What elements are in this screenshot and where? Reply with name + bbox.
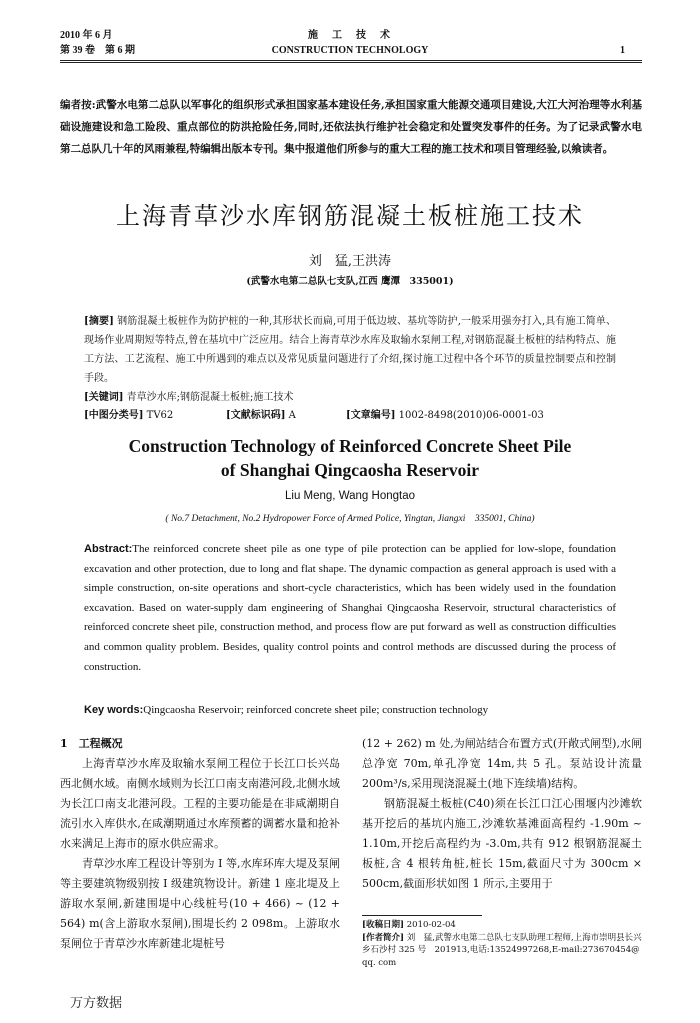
keywords-cn — [84, 388, 616, 407]
header-journal-en: CONSTRUCTION TECHNOLOGY — [271, 45, 429, 56]
body-paragraph: 上海青草沙水库及取输水泵闸工程位于长江口长兴岛西北侧水域。南侧水域则为长江口南支南港河段,北侧水域为长江口南支北港河段。工程的主要功能是在非咸潮期自流引水入库供水,在咸潮期通过水库预蓄的调蓄水量和抢补水来满足上海市的原水供应需求。 — [60, 757, 340, 850]
keywords-cn-label: [关键词] — [84, 392, 124, 403]
affiliation-en: ( No.7 Detachment, No.2 Hydropower Force of Armed Police, Yingtan, Jiangxi 335001, China) — [165, 514, 535, 524]
watermark: 万方数据 — [70, 996, 123, 1011]
header-date: 2010 年 6 月 — [60, 30, 113, 41]
abstract-cn-text: 钢筋混凝土板桩作为防护桩的一种,其形状长而扁,可用于低边坡、基坑等防护,一般采用强夯打入,具有施工简单、现场作业周期短等特点,曾在基坑中广泛应用。结合上海青草沙水库及取输水泵闸工程,对钢筋混凝土板桩的结构特点、施工方法、工艺流程、施工中所遇到的难点以及常见质量问题进行了介绍,探讨施工过程中各个环节的质量控制要点和控制手段。 — [84, 316, 616, 384]
doc-code: [文献标识码] A — [226, 410, 296, 421]
keywords-en-label: Key words: — [84, 704, 144, 716]
footnote — [362, 919, 642, 969]
page-title-en-line1: Construction Technology of Reinforced Concrete Sheet Pile — [128, 436, 572, 456]
editor-note: 编者按:武警水电第二总队以军事化的组织形式承担国家基本建设任务,承担国家重大能源交通项目建设,大江大河治理等水利基础设施建设和急工险段、重点部位的防洪抢险任务,同时,还依法执行维护社会稳定和处置突发事件的任务。为了记录武警水电第二总队几十年的风雨兼程,特编辑出版本专刊。集中报道他们所参与的重大工程的施工技术和项目管理经验,以飨读者。 — [60, 99, 642, 155]
header-volume: 第 39 卷 第 6 期 — [60, 45, 135, 56]
article-number: [文章编号] 1002-8498(2010)06-0001-03 — [346, 410, 544, 421]
keywords-en-text: Qingcaosha Reservoir; reinforced concrete sheet pile; construction technology — [143, 704, 489, 716]
abstract-en-label: Abstract: — [84, 543, 133, 555]
header-rule-top — [60, 60, 642, 61]
abstract-cn — [84, 312, 616, 388]
affiliation-cn: (武警水电第二总队七支队,江西 鹰潭 335001) — [246, 276, 454, 287]
clc-code: [中图分类号] TV62 — [84, 410, 174, 421]
keywords-cn-text: 青草沙水库;钢筋混凝土板桩;施工技术 — [126, 392, 294, 403]
header-journal-cn: 施 工 技 术 — [308, 30, 392, 41]
abstract-en — [84, 540, 616, 677]
body-paragraph: 钢筋混凝土板桩(C40)须在长江口江心围堰内沙滩软基开挖后的基坑内施工,沙滩软基滩面高程约 -1.90m ~ 1.10m,开挖后高程约为 -3.0m,共有 912 根钢筋混凝土板桩,含 4 根转角桩,桩长 15m,截面尺寸为 300cm × 500cm,截面形状如图 1 所示,主要用于 — [362, 797, 642, 890]
page-title-en-line2: of Shanghai Qingcaosha Reservoir — [220, 460, 480, 480]
abstract-cn-label: [摘要] — [84, 316, 114, 327]
header-page-number: 1 — [620, 45, 625, 56]
header-rule-bottom — [60, 62, 642, 63]
body-right-column — [362, 734, 642, 894]
body-left-column — [60, 734, 340, 954]
section-heading: 1 工程概况 — [60, 737, 123, 750]
authors-en: Liu Meng, Wang Hongtao — [285, 490, 415, 502]
footnote-author-bio: [作者简介] 刘 猛,武警水电第二总队七支队助理工程师,上海市崇明县长兴乡石沙村 325 号 201913,电话:13524997268,E-mail:273670454@ qq. com — [362, 932, 642, 968]
keywords-en — [84, 701, 616, 719]
body-paragraph: (12 + 262) m 处,为闸站结合布置方式(开敞式闸型),水闸总净宽 70m,单孔净宽 14m,共 5 孔。泵站设计流量 200m³/s,采用现浇混凝土(地下连续墙)结构。 — [362, 737, 642, 790]
page-title-cn: 上海青草沙水库钢筋混凝土板桩施工技术 — [116, 202, 584, 230]
body-paragraph: 青草沙水库工程设计等别为 I 等,水库环库大堤及泵闸等主要建筑物级别按 I 级建筑物设计。新建 1 座北堤及上游取水泵闸,新建围堤中心线桩号(10 + 466) ~ (12 + 564) m(含上游取水泵闸),围堤长约 2 098m。上游取水泵闸位于青草沙水库新建北堤桩号 — [60, 857, 340, 950]
authors-cn: 刘 猛,王洪涛 — [308, 254, 392, 269]
footnote-rule — [362, 915, 482, 916]
abstract-en-text: The reinforced concrete sheet pile as one type of pile protection can be applied for low-slope, foundation excavation and other protection, due to long and flat shape. The dynamic compaction as general approach is used with a simple construction, on-site operations and short-cycle characteristics, which has been widely used in the foundation excavation. Based on water-supply dam engineering of Shanghai Qingcaosha Reservoir, structural characteristics of reinforced concrete sheet pile, construction method, and process flow are put forward as well as construction difficulties and common quality problem. Besides, quality control points and control methods are discussed during the process of construction. — [84, 543, 616, 673]
footnote-received: [收稿日期] 2010-02-04 — [362, 920, 456, 930]
